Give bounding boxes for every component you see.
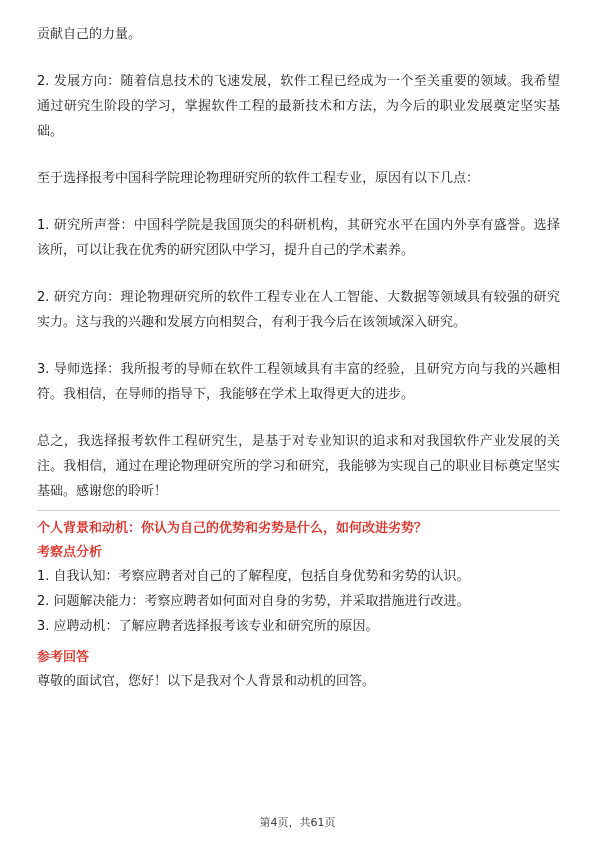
analysis-item: 2. 问题解决能力：考察应聘者如何面对自身的劣势，并采取措施进行改进。 [37, 594, 470, 609]
interview-question: 个人背景和动机：你认为自己的优势和劣势是什么，如何改进劣势？ [37, 521, 428, 536]
paragraph-research-direction: 2. 研究方向：理论物理研究所的软件工程专业在人工智能、大数据等领域具有较强的研究实力。这与我的兴趣和发展方向相契合，有利于我今后在该领域深入研究。 [37, 290, 560, 330]
paragraph-institute-reputation: 1. 研究所声誉：中国科学院是我国顶尖的科研机构，其研究水平在国内外享有盛誉。选择该所，可以让我在优秀的研究团队中学习，提升自己的学术素养。 [37, 218, 560, 258]
analysis-item: 1. 自我认知：考察应聘者对自己的了解程度，包括自身优势和劣势的认识。 [37, 569, 470, 584]
paragraph-continuation: 贡献自己的力量。 [37, 27, 142, 42]
answer-heading: 参考回答 [37, 650, 90, 665]
paragraph-development-direction: 2. 发展方向：随着信息技术的飞速发展，软件工程已经成为一个至关重要的领域。我希望通过研究生阶段的学习，掌握软件工程的最新技术和方法，为今后的职业发展奠定坚实基础。 [37, 74, 560, 139]
analysis-heading: 考察点分析 [37, 545, 103, 560]
answer-text: 尊敬的面试官，您好！以下是我对个人背景和动机的回答。 [37, 674, 376, 689]
analysis-item: 3. 应聘动机：了解应聘者选择报考该专业和研究所的原因。 [37, 619, 379, 634]
section-divider [37, 510, 560, 511]
paragraph-advisor-choice: 3. 导师选择：我所报考的导师在软件工程领域具有丰富的经验，且研究方向与我的兴趣相符。我相信，在导师的指导下，我能够在学术上取得更大的进步。 [37, 362, 560, 402]
paragraph-conclusion: 总之，我选择报考软件工程研究生，是基于对专业知识的追求和对我国软件产业发展的关注。我相信，通过在理论物理研究所的学习和研究，我能够为实现自己的职业目标奠定坚实基础。感谢您的聆听！ [37, 434, 560, 499]
paragraph-reasons-intro: 至于选择报考中国科学院理论物理研究所的软件工程专业，原因有以下几点： [37, 171, 480, 186]
page-number-footer: 第4页，共61页 [259, 816, 336, 829]
page-content [37, 22, 560, 694]
